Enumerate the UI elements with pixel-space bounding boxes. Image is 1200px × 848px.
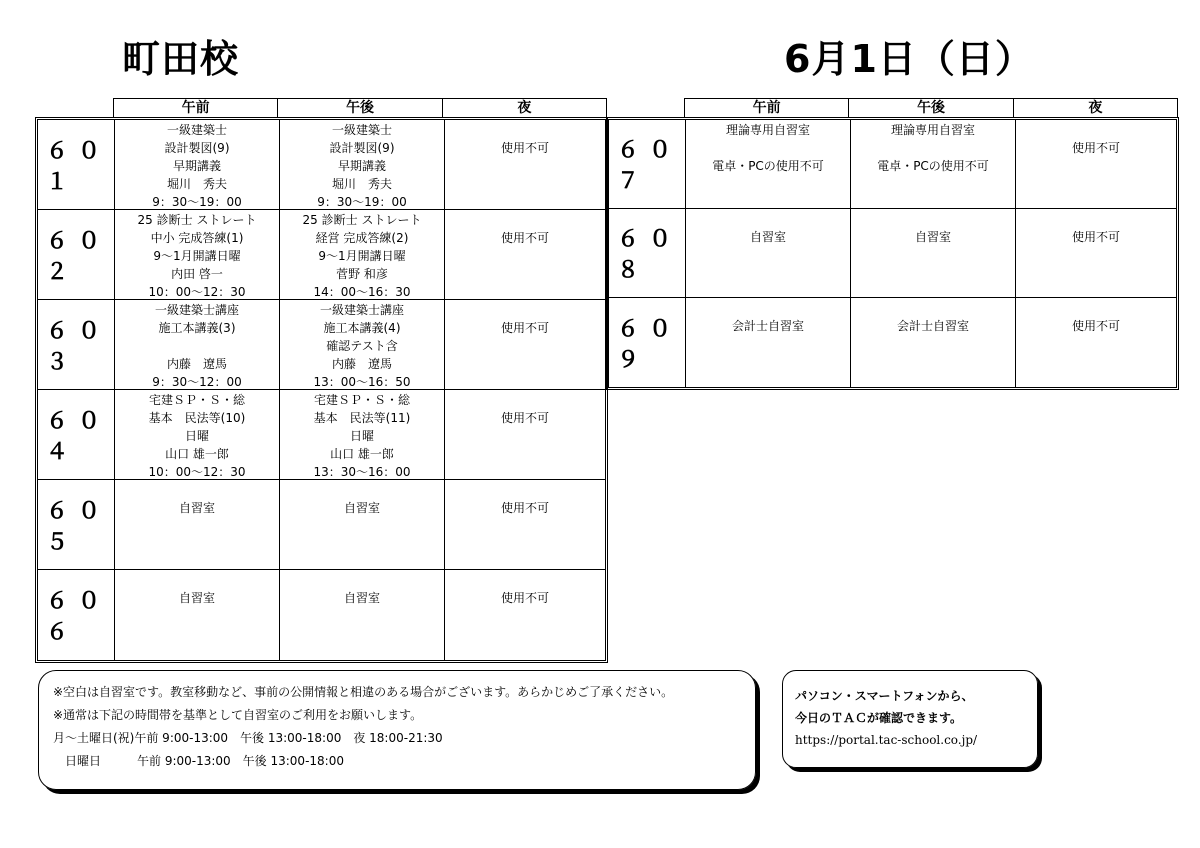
slot-line [280, 571, 444, 589]
room-row [38, 120, 605, 210]
slot-pm [280, 300, 445, 389]
slot-line: 経営 完成答練(2) [315, 231, 409, 245]
slot-line: 使用不可 [500, 591, 549, 605]
room-number: ６０６ [38, 570, 115, 660]
slot-am [115, 390, 280, 479]
slot-night [1016, 120, 1176, 208]
portal-line1: パソコン・スマートフォンから、 [795, 689, 974, 703]
left-column-header [113, 98, 607, 118]
room-number: ６０８ [609, 209, 686, 297]
slot-pm [851, 209, 1016, 297]
slot-line: 一級建築士講座 [154, 303, 239, 317]
slot-line: 使用不可 [500, 411, 549, 425]
slot-line: 宅建ＳＰ・Ｓ・総 [313, 393, 410, 407]
slot-line: 自習室 [178, 591, 215, 605]
schedule-date: 6月1日（日） [784, 37, 1034, 81]
right-room-table [606, 117, 1179, 390]
slot-pm [280, 570, 445, 660]
slot-line: 中小 完成答練(1) [150, 231, 244, 245]
slot-line: 理論専用自習室 [890, 123, 975, 137]
room-row [38, 210, 605, 300]
slot-pm [280, 210, 445, 299]
slot-line: 使用不可 [500, 141, 549, 155]
slot-line: 施工本講義(3) [158, 321, 236, 335]
slot-am [115, 120, 280, 209]
slot-line: 使用不可 [500, 501, 549, 515]
slot-line [851, 210, 1015, 228]
col-am: 午前 [685, 99, 849, 117]
slot-line: 菅野 和彦 [336, 267, 388, 281]
slot-line: 自習室 [343, 591, 380, 605]
room-row [38, 480, 605, 570]
slot-line: 9〜1月開講日曜 [318, 249, 406, 263]
slot-line: 9〜1月開講日曜 [153, 249, 241, 263]
slot-line: 確認テスト含 [326, 339, 398, 353]
slot-line: 25 診断士 ストレート [137, 213, 257, 227]
slot-line: 内田 啓一 [171, 267, 223, 281]
campus-name: 町田校 [122, 37, 240, 81]
slot-line: 会計士自習室 [731, 319, 804, 333]
room-row [609, 298, 1176, 387]
slot-pm [280, 480, 445, 569]
slot-line: 一級建築士 [166, 123, 227, 137]
slot-am [686, 298, 851, 387]
slot-line: 内藤 遼馬 [331, 357, 392, 371]
col-night: 夜 [1088, 100, 1103, 116]
slot-am [115, 480, 280, 569]
slot-line [445, 481, 605, 499]
slot-night [1016, 209, 1176, 297]
slot-line: 日曜 [184, 429, 209, 443]
slot-line [1016, 299, 1176, 317]
slot-line: 自習室 [749, 230, 786, 244]
slot-line [115, 337, 279, 355]
notice-box [38, 670, 756, 790]
slot-night [445, 210, 605, 299]
slot-night [445, 120, 605, 209]
slot-line: 電卓・PCの使用不可 [877, 159, 989, 173]
slot-line: 9：30〜19：00 [152, 195, 242, 209]
room-row [609, 209, 1176, 298]
slot-line: 10：00〜12：30 [148, 285, 246, 299]
slot-am [115, 570, 280, 660]
slot-line [851, 139, 1015, 157]
notice-line: ※通常は下記の時間帯を基準として自習室のご利用をお願いします。 [53, 708, 423, 722]
portal-box [782, 670, 1038, 768]
slot-line [686, 210, 850, 228]
slot-line: 自習室 [343, 501, 380, 515]
room-number: ６０２ [38, 210, 115, 299]
slot-line: 14：00〜16：30 [313, 285, 411, 299]
slot-line: 早期講義 [337, 159, 386, 173]
room-number: ６０３ [38, 300, 115, 389]
slot-line: 施工本講義(4) [323, 321, 401, 335]
slot-line: 使用不可 [500, 321, 549, 335]
slot-line: 理論専用自習室 [725, 123, 810, 137]
slot-am [686, 209, 851, 297]
col-night: 夜 [517, 100, 532, 116]
slot-line: 山口 雄一郎 [330, 447, 394, 461]
slot-night [1016, 298, 1176, 387]
slot-line [445, 211, 605, 229]
slot-line: 9：30〜12：00 [152, 375, 242, 389]
slot-line [445, 571, 605, 589]
portal-url[interactable]: https://portal.tac-school.co.jp/ [795, 733, 978, 747]
slot-line [1016, 210, 1176, 228]
slot-night [445, 390, 605, 479]
slot-line: 堀川 秀夫 [331, 177, 392, 191]
slot-line [445, 121, 605, 139]
slot-pm [280, 120, 445, 209]
slot-pm [280, 390, 445, 479]
room-row [38, 300, 605, 390]
room-number: ６０１ [38, 120, 115, 209]
room-row [609, 120, 1176, 209]
notice-line: 月〜土曜日(祝)午前 9:00-13:00 午後 13:00-18:00 夜 18:00-21:30 [53, 731, 443, 745]
slot-line: 自習室 [178, 501, 215, 515]
slot-line [280, 481, 444, 499]
slot-line: 電卓・PCの使用不可 [712, 159, 824, 173]
slot-am [115, 300, 280, 389]
col-pm: 午後 [849, 99, 1013, 117]
room-number: ６０９ [609, 298, 686, 387]
slot-line: 自習室 [914, 230, 951, 244]
slot-night [445, 300, 605, 389]
notice-line: ※空白は自習室です。教室移動など、事前の公開情報と相違のある場合がございます。あらかじめご了承ください。 [53, 685, 674, 699]
slot-line: 25 診断士 ストレート [302, 213, 422, 227]
slot-line: 使用不可 [1071, 141, 1120, 155]
slot-line: 9：30〜19：00 [317, 195, 407, 209]
slot-line [1016, 121, 1176, 139]
portal-line2: 今日のＴＡＣが確認できます。 [795, 711, 963, 725]
slot-pm [851, 120, 1016, 208]
slot-am [115, 210, 280, 299]
slot-line [686, 299, 850, 317]
slot-line [115, 571, 279, 589]
slot-line: 使用不可 [500, 231, 549, 245]
slot-line: 宅建ＳＰ・Ｓ・総 [148, 393, 245, 407]
room-number: ６０７ [609, 120, 686, 208]
col-pm: 午後 [278, 99, 442, 117]
notice-line: 日曜日 午前 9:00-13:00 午後 13:00-18:00 [53, 754, 344, 768]
slot-line: 13：00〜16：50 [313, 375, 411, 389]
slot-line: 10：00〜12：30 [148, 465, 246, 479]
slot-line [851, 299, 1015, 317]
slot-line: 山口 雄一郎 [165, 447, 229, 461]
slot-line: 会計士自習室 [896, 319, 969, 333]
slot-line: 13：30〜16：00 [313, 465, 411, 479]
right-column-header [684, 98, 1178, 118]
slot-night [445, 480, 605, 569]
slot-line: 早期講義 [172, 159, 221, 173]
room-number: ６０４ [38, 390, 115, 479]
slot-line: 基本 民法等(11) [313, 411, 411, 425]
room-number: ６０５ [38, 480, 115, 569]
slot-am [686, 120, 851, 208]
slot-line: 設計製図(9) [329, 141, 395, 155]
slot-night [445, 570, 605, 660]
slot-pm [851, 298, 1016, 387]
slot-line [445, 301, 605, 319]
slot-line: 堀川 秀夫 [166, 177, 227, 191]
slot-line: 使用不可 [1071, 319, 1120, 333]
slot-line [686, 139, 850, 157]
slot-line: 設計製図(9) [164, 141, 230, 155]
slot-line: 一級建築士 [331, 123, 392, 137]
slot-line: 内藤 遼馬 [166, 357, 227, 371]
slot-line [445, 391, 605, 409]
slot-line [115, 481, 279, 499]
slot-line: 日曜 [349, 429, 374, 443]
left-room-table [35, 117, 608, 663]
slot-line: 使用不可 [1071, 230, 1120, 244]
room-row [38, 390, 605, 480]
slot-line: 一級建築士講座 [319, 303, 404, 317]
col-am: 午前 [114, 99, 278, 117]
slot-line: 基本 民法等(10) [148, 411, 246, 425]
room-row [38, 570, 605, 660]
